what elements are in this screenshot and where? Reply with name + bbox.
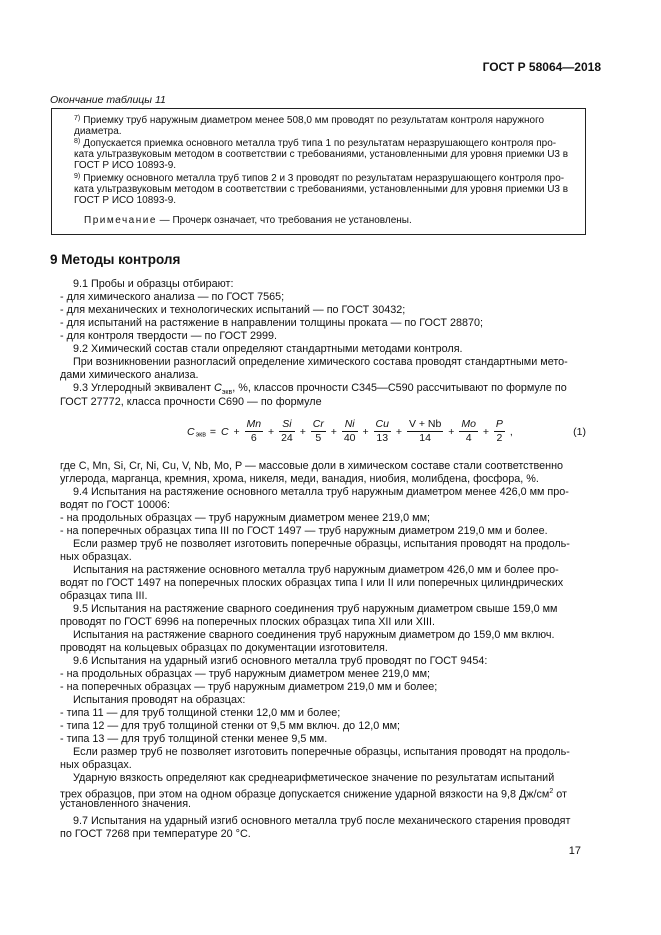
- para-line: Испытания на растяжение сварного соединения труб наружным диаметром до 159,0 мм включ.: [73, 629, 555, 641]
- fraction-si: $\frac{Si}{24}$: [281, 418, 293, 444]
- formula-lhs: С: [187, 425, 195, 438]
- list-item: - для контроля твердости — по ГОСТ 2999.: [60, 330, 278, 342]
- para-line: ных образцах.: [60, 759, 132, 771]
- para-line: водят по ГОСТ 1497 на поперечных плоских образцах типа I или II или поперечных цилиндрических: [60, 577, 564, 589]
- para-line: Испытания на растяжение основного металла труб наружным диаметром 426,0 мм и более про-: [73, 564, 559, 576]
- para-line: Если размер труб не позволяет изготовить поперечные образцы, испытания проводят на продоль-: [73, 746, 570, 758]
- list-item: - для испытаний на растяжение в направлении толщины проката — по ГОСТ 28870;: [60, 317, 483, 329]
- para-line: 9.2 Химический состав стали определяют стандартными методами контроля.: [73, 343, 463, 355]
- page-number: 17: [568, 845, 581, 857]
- fraction-mn: $\frac{Mn}{6}$: [246, 418, 262, 444]
- para-line: Ударную вязкость определяют как среднеарифметическое значение по результатам испытаний: [73, 772, 555, 784]
- document-id: ГОСТ Р 58064—2018: [482, 60, 601, 74]
- para-9-3-line-1: 9.3 Углеродный эквивалент $С_{экв}$, %, классов прочности С345—С590 рассчитывают по формуле по: [73, 382, 567, 397]
- fraction-cu: $\frac{Cu}{13}$: [375, 418, 389, 444]
- para-line: Если размер труб не позволяет изготовить поперечные образцы, испытания проводят на продоль-: [73, 538, 570, 550]
- footnote-8: $^{8)}$ Допускается приемка основного металла труб типа 1 по результатам неразрушающего контроля про- ката ультразвуковым методом в соответствии с требованиями, установленными для уровня приемки U3 в ГОСТ Р ИСО 10893-9.: [74, 138, 569, 171]
- table-footnotes-box: [51, 108, 586, 235]
- para-line: углерода, марганца, кремния, хрома, никеля, меди, ванадия, ниобия, молибдена, фосфора, %.: [60, 473, 539, 485]
- list-item: - на поперечных образцах — труб наружным диаметром 219,0 мм и более;: [60, 681, 438, 693]
- para-line: При возникновении разногласий определение химического состава проводят стандартными мето-: [73, 356, 568, 368]
- list-item: - для механических и технологических испытаний — по ГОСТ 30432;: [60, 304, 406, 316]
- para-line: проводят по ГОСТ 6996 на поперечных плоских образцах типа XII или XIII.: [60, 616, 435, 628]
- list-item: - типа 12 — для труб толщиной стенки от 9,5 мм включ. до 12,0 мм;: [60, 720, 401, 732]
- para-line: ных образцах.: [60, 551, 132, 563]
- fraction-mo: $\frac{Mo}{4}$: [461, 418, 476, 444]
- formula-number: (1): [573, 426, 586, 438]
- para-line: 9.7 Испытания на ударный изгиб основного металла труб после механического старения проводят: [73, 815, 571, 827]
- fraction-vnb: $\frac{V + Nb}{14}$: [408, 418, 442, 444]
- list-item: - типа 11 — для труб толщиной стенки 12,0 мм и более;: [60, 707, 341, 719]
- para-line: где C, Mn, Si, Cr, Ni, Cu, V, Nb, Mo, P — массовые доли в химическом составе стали соответственно: [60, 460, 564, 472]
- para-line: установленного значения.: [60, 798, 192, 810]
- para-line: Испытания проводят на образцах:: [73, 694, 246, 706]
- para-line: 9.4 Испытания на растяжение основного металла труб наружным диаметром менее 426,0 мм про-: [73, 486, 569, 498]
- fraction-p: $\frac{P}{2}$: [495, 418, 503, 444]
- para-line: трех образцов, при этом на одном образце допускается снижение ударной вязкости на 9,8 $Дж/см^2$ от: [60, 788, 567, 801]
- list-item: - на поперечных образцах типа III по ГОСТ 1497 — труб наружным диаметром 219,0 мм и более.: [60, 525, 548, 537]
- para-line: 9.5 Испытания на растяжение сварного соединения труб наружным диаметром свыше 159,0 мм: [73, 603, 558, 615]
- para-line: водят по ГОСТ 10006:: [60, 499, 171, 511]
- table-note: Примечание — Прочерк означает, что требования не установлены.: [84, 215, 412, 226]
- para-line: 9.6 Испытания на ударный изгиб основного металла труб проводят по ГОСТ 9454:: [73, 655, 488, 667]
- fraction-ni: $\frac{Ni}{40}$: [343, 418, 356, 444]
- table-caption: Окончание таблицы 11: [50, 94, 166, 106]
- formula-carbon-equivalent: $С_{экв} = С$ + $\frac{Mn}{6}$ + $\frac{Si}{24}$ + $\frac{Cr}{5}$ + $\frac{Ni}{40}$ + $\frac{Cu}{13}$ + $\frac{V + Nb}{14}$ + $\frac{Mo}{4}$ + $\frac{P}{2}$ , (1): [187, 418, 586, 444]
- para-line: дами химического анализа.: [60, 369, 199, 381]
- list-item: - для химического анализа — по ГОСТ 7565;: [60, 291, 285, 303]
- para-line: 9.1 Пробы и образцы отбирают:: [73, 278, 234, 290]
- list-item: - на продольных образцах — труб наружным диаметром менее 219,0 мм;: [60, 512, 431, 524]
- footnote-9: $^{9)}$ Приемку основного металла труб типов 2 и 3 проводят по результатам неразрушающего контроля про- ката ультразвуковым методом в соответствии с требованиями, установленными для уровня приемки U3 в ГОСТ Р ИСО 10893-9.: [74, 173, 569, 206]
- fraction-cr: $\frac{Cr}{5}$: [312, 418, 324, 444]
- section-title: 9 Методы контроля: [50, 252, 181, 267]
- footnote-7: $^{7)}$ Приемку труб наружным диаметром менее 508,0 мм проводят по результатам контроля наружного диаметра.: [74, 115, 545, 137]
- list-item: - типа 13 — для труб толщиной стенки менее 9,5 мм.: [60, 733, 328, 745]
- para-line: образцах типа III.: [60, 590, 148, 602]
- para-line: по ГОСТ 7268 при температуре 20 °С.: [60, 828, 251, 840]
- list-item: - на продольных образцах — труб наружным диаметром менее 219,0 мм;: [60, 668, 431, 680]
- para-line: проводят на кольцевых образцах по документации изготовителя.: [60, 642, 388, 654]
- para-9-3-line-2: ГОСТ 27772, класса прочности С690 — по формуле: [60, 396, 322, 408]
